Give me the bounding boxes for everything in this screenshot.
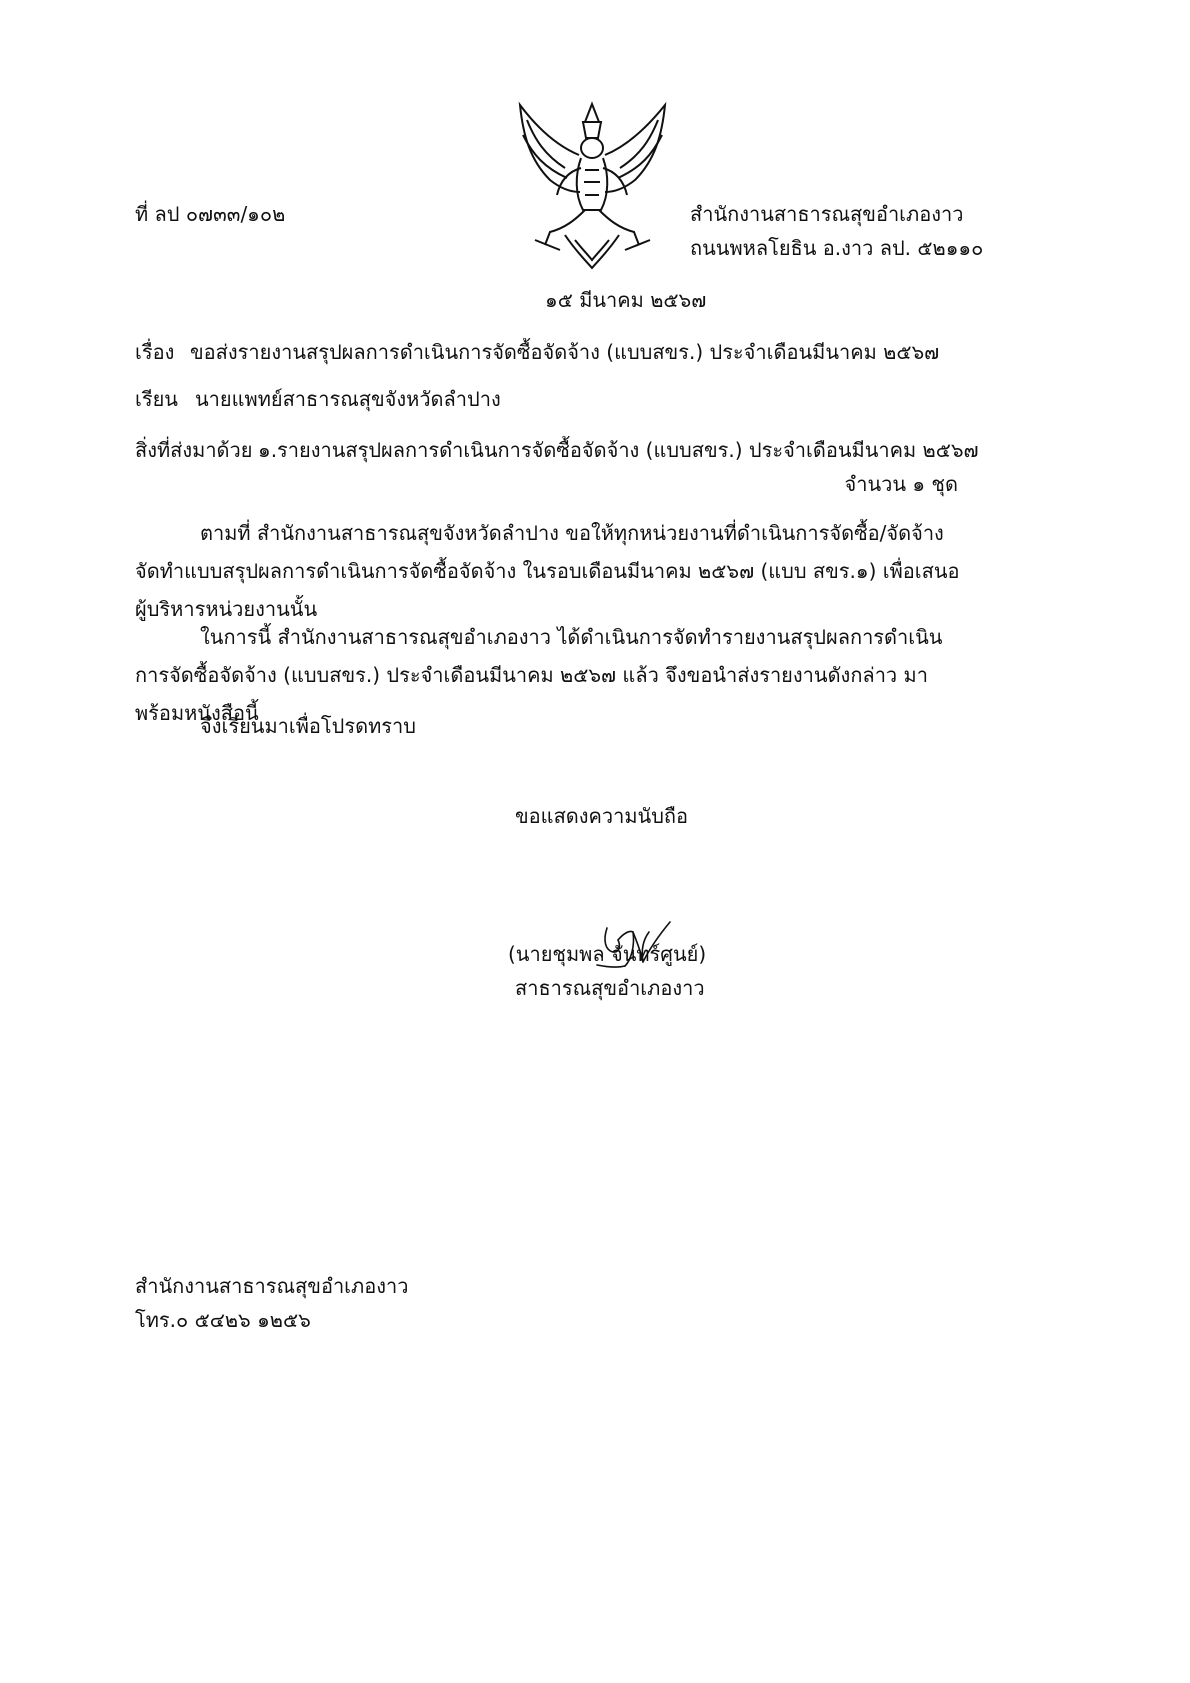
closing-request: จึงเรียนมาเพื่อโปรดทราบ xyxy=(200,714,416,738)
recipient-text: นายแพทย์สาธารณสุขจังหวัดลำปาง xyxy=(195,387,501,411)
recipient-label: เรียน xyxy=(135,387,178,411)
enclosure-quantity: จำนวน ๑ ชุด xyxy=(844,472,958,496)
closing-salutation: ขอแสดงความนับถือ xyxy=(515,804,689,828)
office-name: สำนักงานสาธารณสุขอำเภองาว xyxy=(690,202,964,226)
document-number: ที่ ลป ๐๗๓๓/๑๐๒ xyxy=(135,202,286,226)
document-date: ๑๕ มีนาคม ๒๕๖๗ xyxy=(545,288,707,312)
office-address: ถนนพหลโยธิน อ.งาว ลป. ๕๒๑๑๐ xyxy=(690,236,984,260)
signatory-position: สาธารณสุขอำเภองาว xyxy=(515,976,705,1000)
subject-label: เรื่อง xyxy=(135,340,175,364)
footer-phone: โทร.๐ ๕๔๒๖ ๑๒๕๖ xyxy=(135,1308,311,1332)
footer-office: สำนักงานสาธารณสุขอำเภองาว xyxy=(135,1274,409,1298)
signatory-name: (นายชุมพล จันทร์ศูนย์) xyxy=(508,942,707,966)
body-paragraph-2: ในการนี้ สำนักงานสาธารณสุขอำเภองาว ได้ดำเนินการจัดทำรายงานสรุปผลการดำเนินการจัดซื้อจัดจ้าง (แบบสขร.) ประจำเดือนมีนาคม ๒๕๖๗ แล้ว จึงขอนำส่งรายงานดังกล่าว มาพร้อมหนังสือนี้ xyxy=(135,625,943,725)
body-paragraph-1: ตามที่ สำนักงานสาธารณสุขจังหวัดลำปาง ขอให้ทุกหน่วยงานที่ดำเนินการจัดซื้อ/จัดจ้าง จัดทำแบบสรุปผลการดำเนินการจัดซื้อจัดจ้าง ในรอบเดือนมีนาคม ๒๕๖๗ (แบบ สขร.๑) เพื่อเสนอผู้บริหารหน่วยงานนั้น xyxy=(135,521,960,621)
enclosure-item: ๑.รายงานสรุปผลการดำเนินการจัดซื้อจัดจ้าง (แบบสขร.) ประจำเดือนมีนาคม ๒๕๖๗ xyxy=(258,438,979,462)
subject-text: ขอส่งรายงานสรุปผลการดำเนินการจัดซื้อจัดจ้าง (แบบสขร.) ประจำเดือนมีนาคม ๒๕๖๗ xyxy=(190,340,940,364)
garuda-emblem-icon xyxy=(505,100,680,270)
enclosure-label: สิ่งที่ส่งมาด้วย xyxy=(135,438,253,462)
